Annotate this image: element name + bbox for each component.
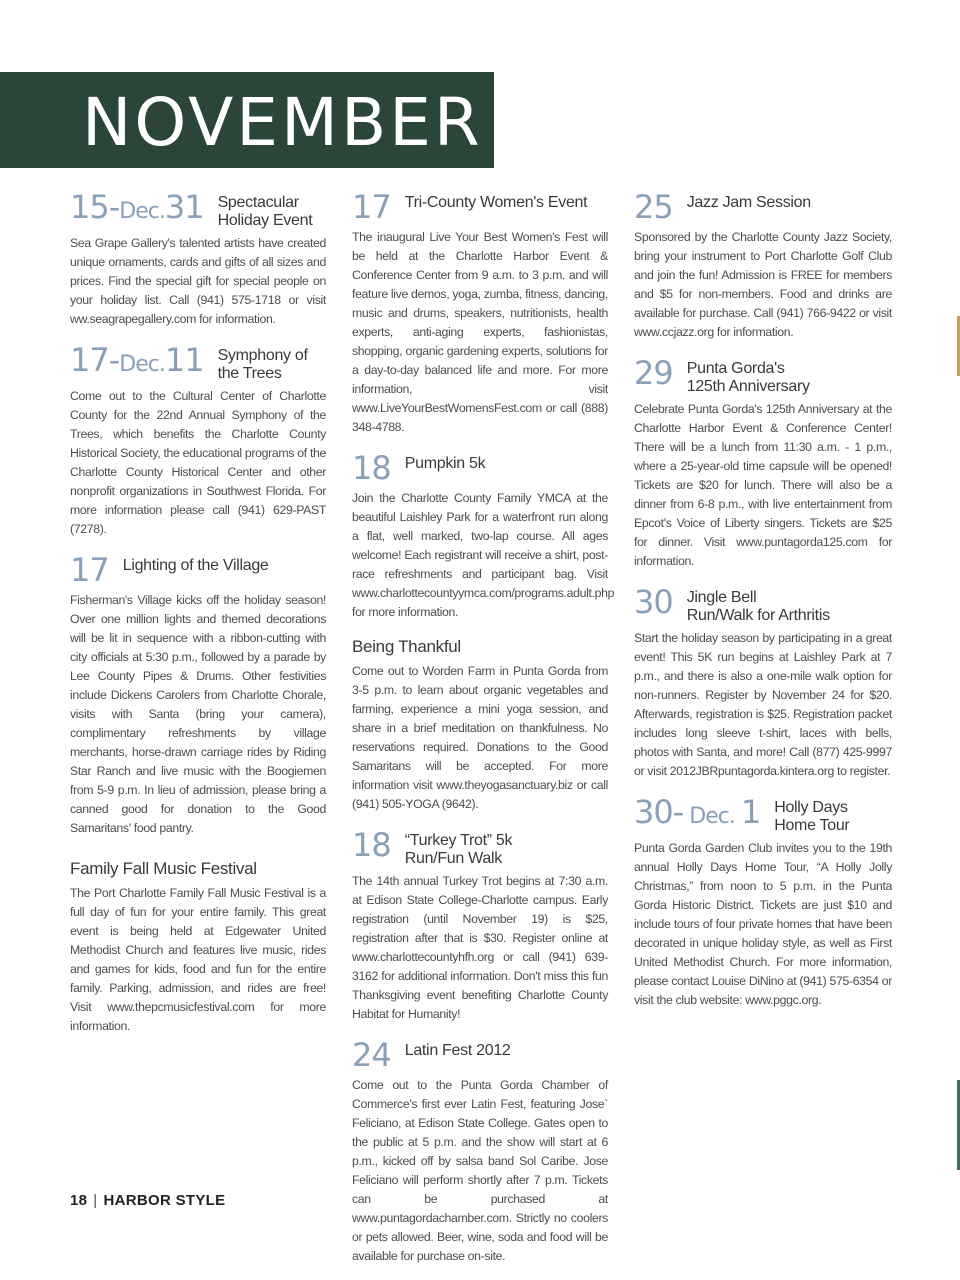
event-body: Fisherman's Village kicks off the holiday season! Over one million lights and themed decorations will be lit in sequence with a ribbon-cutting with city officials at 5:30 p.m., followed by a parade by Lee County Pipes & Drums. Other festivities include Dickens Carolers from Charlotte Chorale, visits with Santa (bring your camera), complimentary refreshments by village merchants, horse-drawn carriage rides by Riding Star Ranch and live music with the Boogiemen from 5-9 p.m. In lieu of admission, please bring a canned good for donation to the Good Samaritans' food pantry.	[70, 593, 326, 835]
event-music-festival	[70, 858, 326, 1036]
event-title: Lighting of the Village	[122, 557, 269, 574]
event-womens-event	[352, 190, 608, 437]
event-holiday-event	[70, 190, 326, 329]
event-jingle-bell	[634, 585, 892, 781]
event-body: The Port Charlotte Family Fall Music Festival is a full day of fun for your entire family. This great event is being held at Edgewater United Methodist Church and features live music, rides and games for kids, food and fun for the entire family. Parking, admission, and rides are free! Visit www.thepcmusicfestival.com for more information.	[70, 886, 326, 1033]
event-being-thankful	[352, 636, 608, 814]
event-body: Start the holiday season by participating in a great event! This 5K run begins at Laishley Park at 7 p.m., and there is also a one-mile walk option for non-runners. Register by November 24 for $20. Afterwards, registration is $25. Registration packet includes long sleeve t-shirt, laces with bells, photos with Santa, and more! Call (877) 425-9997 or visit 2012JBRpuntagorda.kintera.org to register.	[634, 631, 892, 778]
event-symphony	[70, 343, 326, 539]
event-title: Tri-County Women's Event	[404, 194, 588, 211]
event-title: Spectacular Holiday Event	[217, 194, 313, 229]
event-body: Join the Charlotte County Family YMCA at the beautiful Laishley Park for a waterfront run along a flat, well marked, two-lap course. All ages welcome! Each registrant will receive a shirt, post-race refreshments and participant bag. Visit www.charlottecountyymca.com/programs.adult.php for more information.	[352, 491, 615, 619]
column-2	[352, 188, 615, 1280]
event-date: 30- Dec. 1	[634, 793, 761, 831]
event-date: 17	[70, 551, 109, 589]
event-body: Come out to Worden Farm in Punta Gorda from 3-5 p.m. to learn about organic vegetables and farming, experience a mini yoga session, and share in a brief meditation on thankfulness. No reservations required. Donations to the Good Samaritans will be accepted. For more information visit www.theyogasanctuary.biz or call (941) 505-YOGA (9642).	[352, 664, 608, 811]
magazine-name: HARBOR STYLE	[103, 1192, 226, 1209]
event-date: 29	[634, 354, 673, 392]
event-body: Come out to the Cultural Center of Charlotte County for the 22nd Annual Symphony of the Trees, which benefits the Charlotte County Historical Society, the educational programs of the Charlotte County Historical Center and other nonprofit organizations in Southwest Florida. For more information please call (941) 629-PAST (7278).	[70, 389, 326, 536]
month-title: NOVEMBER	[82, 84, 483, 161]
event-date: 17-Dec.11	[70, 341, 204, 379]
event-title: Holly Days Home Tour	[774, 799, 850, 834]
event-pumpkin-5k	[352, 449, 615, 622]
event-body: Celebrate Punta Gorda's 125th Anniversary at the Charlotte Harbor Event & Conference Center! There will be a lunch from 11:30 a.m. - 1 p.m., where a 25-year-old time capsule will be opened! Tickets are $20 for lunch. There will also be a dinner from 6-8 p.m., with live entertainment from Epcot's Voice of Liberty singers. Tickets are $25 for dinner. Visit www.puntagorda125.com for information.	[634, 402, 892, 568]
event-lighting-village	[70, 553, 326, 838]
event-title: Being Thankful	[352, 637, 461, 656]
event-holly-days	[634, 795, 892, 1010]
event-title: Pumpkin 5k	[404, 455, 486, 472]
event-body: Sea Grape Gallery's talented artists have created unique ornaments, cards and gifts of all sizes and prices. Find the special gift for special people on your holiday list. Call (941) 575-1718 or visit ww.seagrapegallery.com for information.	[70, 236, 326, 326]
event-body: Come out to the Punta Gorda Chamber of Commerce's first ever Latin Fest, featuring Jose` Feliciano, at Edison State College. Gates open to the public at 5 p.m. and the show will start at 6 p.m., kicked off by salsa band Sol Caribe. Jose Feliciano will perform shortly after 7 p.m. Tickets can be purchased at www.puntagordachamber.com. Strictly no coolers or pets allowed. Beer, wine, soda and food will be available for purchase on-site.	[352, 1078, 608, 1263]
event-jazz-jam	[634, 190, 892, 342]
page-number: 18	[70, 1192, 88, 1209]
event-date: 15-Dec.31	[70, 188, 204, 226]
event-title: “Turkey Trot” 5k Run/Fun Walk	[404, 832, 513, 867]
event-title: Family Fall Music Festival	[70, 859, 257, 878]
page-footer	[70, 1192, 225, 1209]
event-date: 18	[352, 826, 391, 864]
event-title: Latin Fest 2012	[404, 1042, 511, 1059]
event-date: 17	[352, 188, 391, 226]
footer-separator: |	[93, 1192, 98, 1209]
event-date: 30	[634, 583, 673, 621]
event-title: Jazz Jam Session	[686, 194, 811, 211]
event-body: The inaugural Live Your Best Women's Fest will be held at the Charlotte Harbor Event & Conference Center from 9 a.m. to 3 p.m. and will feature live demos, yoga, zumba, fitness, dancing, music and drums, speakers, nutritionists, health experts, anti-aging experts, fashionistas, shopping, organic gardening experts, solutions for a day-to-day balanced life and more. For more information, visit www.LiveYourBestWomensFest.com or call (888) 348-4788.	[352, 230, 608, 434]
event-body: The 14th annual Turkey Trot begins at 7:30 a.m. at Edison State College-Charlotte campus. Early registration (until November 19) is $25, registration after that is $30. Register online at www.charlottecountyhfh.org or call (941) 639-3162 for additional information. Don't miss this fun Thanksgiving event benefiting Charlotte County Habitat for Humanity!	[352, 874, 608, 1021]
event-date: 18	[352, 449, 391, 487]
event-title: Jingle Bell Run/Walk for Arthritis	[686, 589, 830, 624]
column-3	[634, 190, 892, 1024]
event-date: 24	[352, 1036, 391, 1074]
event-anniversary	[634, 356, 892, 571]
event-latin-fest	[352, 1038, 608, 1266]
event-date: 25	[634, 188, 673, 226]
event-turkey-trot	[352, 828, 608, 1024]
event-body: Sponsored by the Charlotte County Jazz Society, bring your instrument to Port Charlotte Golf Club and join the fun! Admission is FREE for members and $5 for non-members. Food and drinks are available for purchase. Call (941) 766-9422 or visit www.ccjazz.org for information.	[634, 230, 892, 339]
event-title: Punta Gorda's 125th Anniversary	[686, 360, 810, 395]
event-body: Punta Gorda Garden Club invites you to the 19th annual Holly Days Home Tour, “A Holly Jolly Christmas,” from noon to 5 p.m. in the Punta Gorda Historic District. Tickets are just $10 and include tours of four private homes that have been decorated in unique holiday style, as well as First United Methodist Church. For more information, please contact Louise DiNino at (941) 575-6354 or visit the club website: www.pggc.org.	[634, 841, 892, 1007]
event-title: Symphony of the Trees	[217, 347, 308, 382]
column-1	[70, 190, 326, 1050]
